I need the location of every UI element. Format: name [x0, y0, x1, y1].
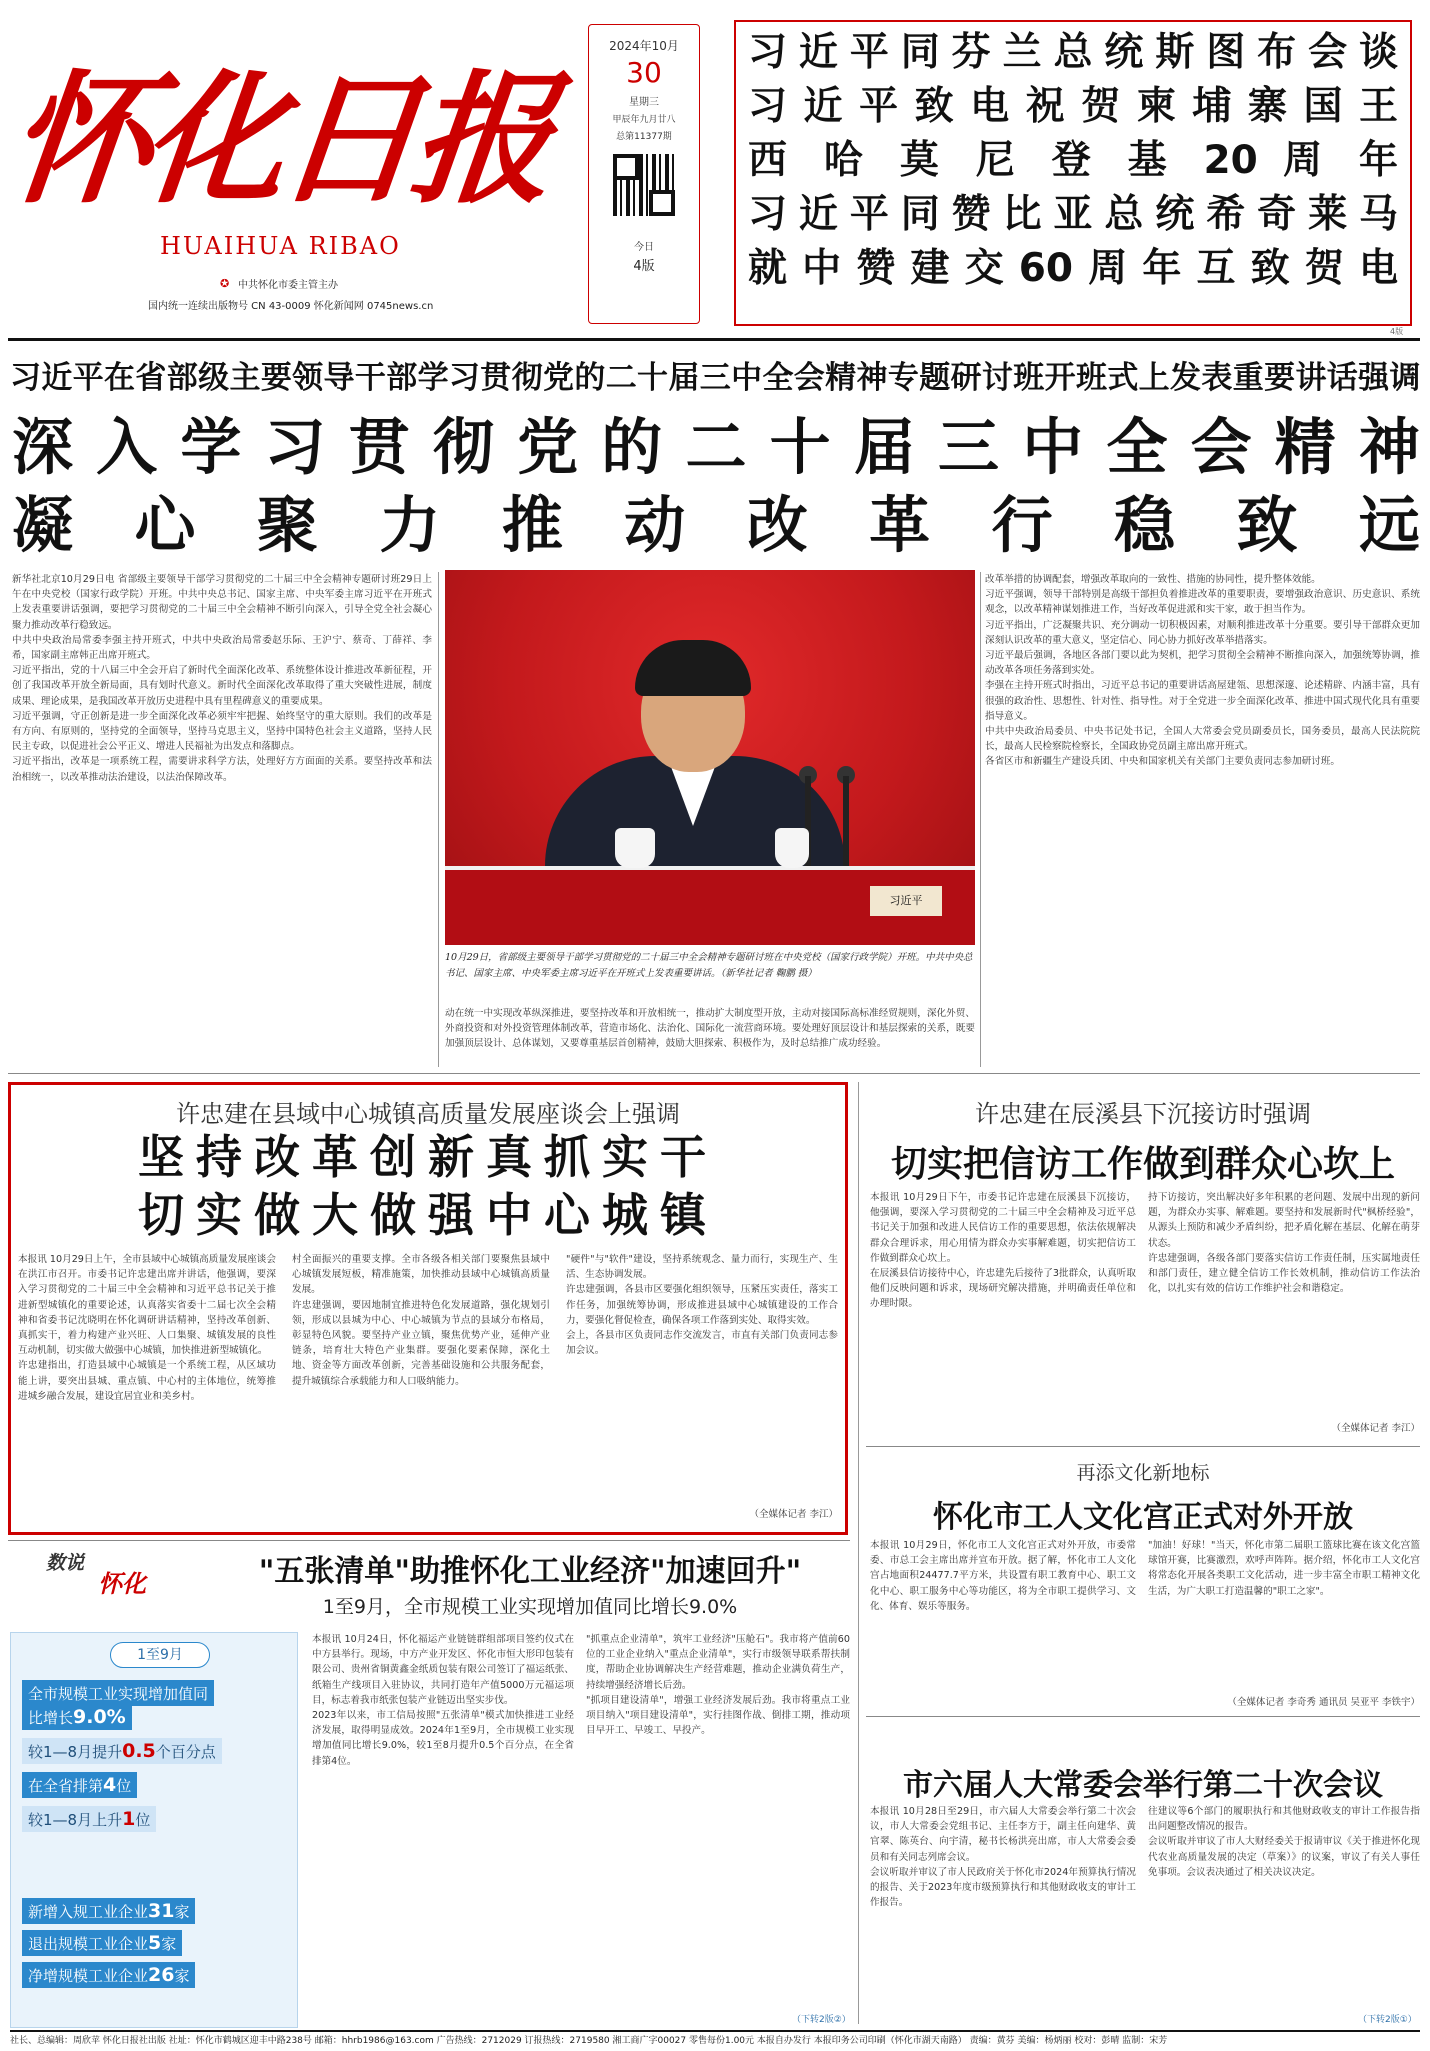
- section-divider: [8, 1540, 850, 1541]
- stat-unit: 家: [161, 1935, 177, 1953]
- stat-unit: 位: [135, 1811, 151, 1829]
- issn-line: 国内统一连续出版物号 CN 43-0009 怀化新闻网 0745news.cn: [148, 301, 434, 312]
- data-column-label: 数说: [46, 1552, 85, 1574]
- date-day: 30: [626, 56, 662, 89]
- lead-kicker: 习近平在省部级主要领导干部学习贯彻党的二十届三中全会精神专题研讨班开班式上发表重要讲话强调: [10, 360, 1420, 396]
- industry-subtitle: 1至9月，全市规模工业实现增加值同比增长9.0%: [322, 1596, 738, 1618]
- newspaper-logo: 怀化日报: [1, 57, 555, 223]
- congress-title[interactable]: 市六届人大常委会举行第二十次会议: [903, 1768, 1383, 1803]
- congress-continued-link[interactable]: （下转2版①）: [1358, 2015, 1417, 2025]
- newspaper-pinyin-name: HUAIHUA RIBAO: [160, 232, 401, 260]
- stat-row: [22, 1806, 156, 1832]
- stat-row: [22, 1962, 195, 1988]
- top-headline-2[interactable]: 习 近 平 致 电 祝 贺 柬 埔 寨 国 王: [748, 84, 1398, 129]
- microphone-stand: [843, 776, 849, 872]
- column-rule: [980, 572, 981, 1067]
- box-title-line-2[interactable]: 切实做大做强中心城镇: [138, 1188, 718, 1242]
- date-box: [588, 24, 700, 324]
- culture-byline: （全媒体记者 李奇秀 通讯员 吴亚平 李铁宇）: [1227, 1697, 1420, 1708]
- tea-cup: [775, 828, 809, 868]
- stat-row: [22, 1704, 132, 1730]
- stat-label: 较1—8月上升: [28, 1811, 123, 1829]
- lead-photo: [445, 570, 975, 945]
- lead-body-col-3: 改革举措的协调配套，增强改革取向的一致性、措施的协同性，提升整体效能。 习近平强调，领导干部特别是高级干部担负着推进改革的重要职责，要增强政治意识、历史意识、系统观念，以改革精神谋划推进工作，当好改革促进派和实干家，敢于担当作为。 习近平指出，广泛凝聚共识、充分调动一切积极因素，对顺利推进改革十分重要。要引导干部群众更加深刻认识改革的重大意义，坚定信心、同心协力抓好改革举措落实。 习近平最后强调，各地区各部门要以此为契机，把学习贯彻全会精神不断推向深入，加强统筹协调，推动改革各项任务落到实处。 李强在主持开班式时指出，习近平总书记的重要讲话高屋建瓴、思想深邃、论述精辟、内涵丰富，具有很强的政治性、思想性、针对性、指导性。对于全党进一步全面深化改革、推进中国式现代化具有重要指导意义。 中共中央政治局委员、中央书记处书记，全国人大常委会党员副委员长，国务委员，最高人民法院院长，最高人民检察院检察长，全国政协党员副主席出席开班式。 各省区市和新疆生产建设兵团、中央和国家机关有关部门主要负责同志参加研讨班。: [985, 574, 1420, 768]
- industry-continued-link[interactable]: （下转2版②）: [792, 2015, 851, 2025]
- stat-value: 26: [148, 1964, 175, 1986]
- lead-body-continued: 动在统一中实现改革纵深推进，要坚持改革和开放相统一，推动扩大制度型开放，主动对接国际高标准经贸规则，深化外贸、外商投资和对外投资管理体制改革，营造市场化、法治化、国际化一流营商环境。要处理好顶层设计和基层探索的关系，既要加强顶层设计、总体谋划，又要尊重基层首创精神，鼓励大胆探索、积极作为，及时总结推广成功经验。: [445, 1008, 975, 1050]
- stat-label: 新增入规工业企业: [28, 1903, 149, 1921]
- stat-value: 5: [148, 1932, 162, 1954]
- box-kicker: 许忠建在县域中心城镇高质量发展座谈会上强调: [176, 1100, 680, 1128]
- lunar-date: 甲辰年九月廿八: [612, 115, 676, 125]
- data-column-label-city: 怀化: [98, 1569, 146, 1598]
- right-kicker: 许忠建在辰溪县下沉接访时强调: [975, 1100, 1311, 1128]
- stat-row: [22, 1898, 195, 1924]
- stat-unit: 位: [116, 1777, 132, 1795]
- congress-body-col-2: 往建议等6个部门的履职执行和其他财政收支的审计工作报告指出问题整改情况的报告。 会议听取并审议了市人大财经委关于报请审议《关于推进怀化现代农业高质量发展的决定（草案）》的议案，审议了有关人事任免事项。会议表决通过了相关决议决定。: [1148, 1806, 1420, 1878]
- congress-body-col-1: 本报讯 10月28日至29日，市六届人大常委会举行第二十次会议，市人大常委会党组书记、主任李方于，副主任向建华、黄官翠、陈英台、向宇清，秘书长杨洪亮出席，市人大常委会委员和有关同志列席会议。 会议听取并审议了市人民政府关于怀化市2024年预算执行情况的报告、关于2023年度市级预算执行和其他财政收支的审计工作报告。: [870, 1806, 1136, 1909]
- masthead-divider: [8, 338, 1420, 341]
- column-rule: [858, 1082, 859, 2024]
- column-rule: [438, 572, 439, 1067]
- today-label: 今日: [634, 242, 654, 253]
- section-divider: [8, 1073, 1420, 1074]
- right-byline: （全媒体记者 李江）: [1331, 1423, 1420, 1434]
- stat-value: 9.0%: [73, 1706, 126, 1728]
- stat-label: 净增规模工业企业: [28, 1967, 149, 1985]
- stat-unit: 家: [174, 1903, 190, 1921]
- stat-value: 31: [148, 1900, 175, 1922]
- culture-body-col-1: 本报讯 10月29日，怀化市工人文化宫正式对外开放，市委常委、市总工会主席出席并宣布开放。据了解，怀化市工人文化宫占地面积24477.7平方米，共设置有职工教育中心、职工文化中心、职工服务中心等功能区，将为全市职工提供学习、文化、体育、娱乐等服务。: [870, 1540, 1136, 1612]
- photo-name-card: 习近平: [870, 886, 942, 916]
- publisher-line: 中共怀化市委主管主办: [238, 280, 338, 291]
- stat-label: 比增长: [28, 1709, 74, 1727]
- stat-row: [22, 1930, 182, 1956]
- page-footer: 社长、总编辑：周欣苹 怀化日报社出版 社址：怀化市鹤城区迎丰中路238号 邮箱：hhrb1986@163.com 广告热线：2712029 订报热线：2719580 湘工商广字00027 零售每份1.00元 本报自办发行 本报印务公司印刷（怀化市湖天南路） 责编：黄芬 美编：杨炳丽 校对：彭晴 监制：宋芳: [10, 2030, 1420, 2050]
- stat-label: 全市规模工业实现增加值同: [28, 1685, 209, 1703]
- top-headline-1[interactable]: 习近平同芬兰总统斯图布会谈: [748, 30, 1398, 75]
- stat-value: 1: [122, 1808, 136, 1830]
- top-headline-page-ref: 4版: [1390, 327, 1404, 336]
- lead-body-col-1: 新华社北京10月29日电 省部级主要领导干部学习贯彻党的二十届三中全会精神专题研讨班29日上午在中央党校（国家行政学院）开班。中共中央总书记、国家主席、中央军委主席习近平在开班式上发表重要讲话强调，要把学习贯彻党的二十届三中全会精神不断引向深入，引导全党全社会凝心聚力推动改革行稳致远。 中共中央政治局常委李强主持开班式，中共中央政治局常委赵乐际、王沪宁、蔡奇、丁薛祥、李希，国家副主席韩正出席开班式。 习近平指出，党的十八届三中全会开启了新时代全面深化改革、系统整体设计推进改革新征程，开创了我国改革开放全新局面，具有划时代意义。新时代全面深化改革取得了重大突破性进展，制度成果、理论成果，是我国改革开放历史进程中具有里程碑意义的重要成果。 习近平强调，守正创新是进一步全面深化改革必须牢牢把握、始终坚守的重大原则。我们的改革是有方向、有原则的，坚持党的全面领导，坚持马克思主义，坚持中国特色社会主义道路，坚持人民民主专政，以促进社会公平正义、增进人民福祉为出发点和落脚点。 习近平指出，改革是一项系统工程，需要讲求科学方法，处理好方方面面的关系。要坚持改革和法治相统一，以改革推动法治建设，以法治保障改革。: [12, 574, 432, 783]
- date-year-month: 2024年10月: [609, 39, 679, 53]
- section-divider: [866, 1716, 1420, 1717]
- box-body-col-1: 本报讯 10月29日上午，全市县域中心城镇高质量发展座谈会在洪江市召开。市委书记许忠建出席并讲话，他强调，要深入学习贯彻党的二十届三中全会精神和习近平总书记关于推进新型城镇化的重要论述，认真落实省委十二届七次全会精神和省委书记沈晓明在怀化调研讲话精神，坚持改革创新、真抓实干，着力构建产业兴旺、人口集聚、城镇发展的良性互动机制，切实做大做强中心城镇，加快推进新型城镇化。 许忠建指出，打造县域中心城镇是一个系统工程，从区域功能上讲，要突出县城、重点镇、中心村的主体地位，统筹推进城乡融合发展，建设宜居宜业和美乡村。: [18, 1254, 276, 1402]
- stat-label: 退出规模工业企业: [28, 1935, 149, 1953]
- weekday: 星期三: [629, 97, 659, 108]
- industry-title[interactable]: "五张清单"助推怀化工业经济"加速回升": [258, 1554, 802, 1589]
- stat-row: [22, 1680, 214, 1706]
- right-title[interactable]: 切实把信访工作做到群众心坎上: [890, 1144, 1395, 1185]
- top-headlines-box: [734, 20, 1412, 326]
- lead-title-line-2[interactable]: 凝心聚力推动改革行稳致远: [12, 490, 1420, 561]
- box-title-line-1[interactable]: 坚持改革创新真抓实干: [138, 1130, 718, 1184]
- top-headline-3[interactable]: 西 哈 莫 尼 登 基 20 周 年: [748, 138, 1398, 183]
- right-body-col-2: 持下访接访，突出解决好多年积累的老问题、发展中出现的新问题，为群众办实事、解难题。要坚持和发展新时代"枫桥经验"，从源头上预防和减少矛盾纠纷，把矛盾化解在基层、化解在萌芽状态。 许忠建强调，各级各部门要落实信访工作责任制，压实属地责任和部门责任，建立健全信访工作长效机制，推动信访工作法治化，以扎实有效的信访工作维护社会和谐稳定。: [1148, 1192, 1420, 1295]
- box-body-col-2: 村全面振兴的重要支撑。全市各级各相关部门要聚焦县域中心城镇发展短板，精准施策，加快推动县域中心城镇高质量发展。 许忠建强调，要因地制宜推进特色化发展道路，强化规划引领，形成以县城为中心、中心城镇为节点的县域分布格局，彰显特色风貌。要坚持产业立镇，聚焦优势产业，延伸产业链条，培育壮大特色产业集群。要强化要素保障，深化土地、资金等方面改革创新，完善基础设施和公共服务配套，提升城镇综合承载能力和人口吸纳能力。: [292, 1254, 550, 1387]
- top-headline-4[interactable]: 习近平同赞比亚总统希奇莱马: [748, 192, 1398, 237]
- culture-kicker: 再添文化新地标: [1076, 1462, 1210, 1484]
- culture-title[interactable]: 怀化市工人文化宫正式对外开放: [933, 1500, 1353, 1535]
- right-body-col-1: 本报讯 10月29日下午，市委书记许忠建在辰溪县下沉接访，他强调，要深入学习贯彻党的二十届三中全会精神及习近平总书记关于加强和改进人民信访工作的重要思想，依法依规解决群众合理诉求，用心用情为群众办实事解难题，切实把信访工作做到群众心坎上。 在辰溪县信访接待中心，许忠建先后接待了3批群众，认真听取他们反映问题和诉求，现场研究解决措施，并明确责任单位和办理时限。: [870, 1192, 1136, 1310]
- section-divider: [866, 1446, 1420, 1447]
- stat-row: [22, 1738, 222, 1764]
- box-byline: （全媒体记者 李江）: [749, 1509, 838, 1520]
- stats-period: 1至9月: [110, 1642, 210, 1668]
- stat-value: 0.5: [122, 1740, 156, 1762]
- issue-number: 总第11377期: [616, 132, 672, 142]
- box-body-col-3: "硬件"与"软件"建设，坚持系统观念、量力而行，实现生产、生活、生态协调发展。 许忠建强调，各县市区要强化组织领导，压紧压实责任，落实工作任务，加强统筹协调，形成推进县域中心城镇建设的工作合力，要强化督促检查，确保各项工作落到实处、取得实效。 会上，各县市区负责同志作交流发言，市直有关部门负责同志参加会议。: [566, 1254, 838, 1357]
- tea-cup: [615, 828, 655, 868]
- stat-label: 较1—8月提升: [28, 1743, 123, 1761]
- photo-figure-hair: [635, 640, 751, 696]
- qr-code-icon[interactable]: [613, 154, 675, 216]
- industry-body-col-1: 本报讯 10月24日，怀化福运产业链链群组部项目签约仪式在中方县举行。现场，中方产业开发区、怀化市恒大形印包装有限公司、贵州省铜黄鑫金纸质包装有限公司签订了福运纸张、纸箱生产线项目入驻协议，共同打造年产值5000万元福运项目，标志着我市纸张包装产业链迈出坚实步伐。 2023年以来，市工信局按照"五张清单"模式加快推进工业经济发展，取得明显成效。2024年1至9月，全市规模工业实现增加值同比增长9.0%，较1至8月提升0.5个百分点，在全省排第4位。: [312, 1634, 574, 1767]
- lead-photo-caption: 10月29日，省部级主要领导干部学习贯彻党的二十届三中全会精神专题研讨班在中央党校（国家行政学院）开班。中共中央总书记、国家主席、中央军委主席习近平在开班式上发表重要讲话。（新华社记者 鞠鹏 摄）: [445, 952, 973, 979]
- culture-body-col-2: "加油！好球！"当天，怀化市第二届职工篮球比赛在该文化宫篮球馆开赛，比赛激烈，欢呼声阵阵。据介绍，怀化市工人文化宫将常态化开展各类职工文化活动，进一步丰富全市职工精神文化生活，为广大职工打造温馨的"职工之家"。: [1148, 1540, 1420, 1597]
- stat-value: 4: [103, 1774, 117, 1796]
- stat-label: 在全省排第: [28, 1777, 104, 1795]
- lead-title-line-1[interactable]: 深入学习贯彻党的二十届三中全会精神: [12, 412, 1420, 483]
- stat-row: [22, 1772, 137, 1798]
- stat-unit: 家: [174, 1967, 190, 1985]
- stat-unit: 个百分点: [155, 1743, 216, 1761]
- top-headline-5[interactable]: 就中赞建交60周年互致贺电: [748, 246, 1398, 291]
- page-count: 4版: [633, 259, 655, 274]
- industry-body-col-2-3: "抓重点企业清单"，筑牢工业经济"压舱石"。我市将产值前60位的工业企业纳入"重点企业清单"，实行市级领导联系帮扶制度，帮助企业协调解决生产经营难题，推动企业满负荷生产，持续增强经济增长后劲。 "抓项目建设清单"，增强工业经济发展后劲。我市将重点工业项目纳入"项目建设清单"，实行挂图作战、倒排工期，推动项目早开工、早竣工、早投产。: [586, 1634, 850, 1737]
- party-emblem-icon: ✪: [220, 277, 230, 290]
